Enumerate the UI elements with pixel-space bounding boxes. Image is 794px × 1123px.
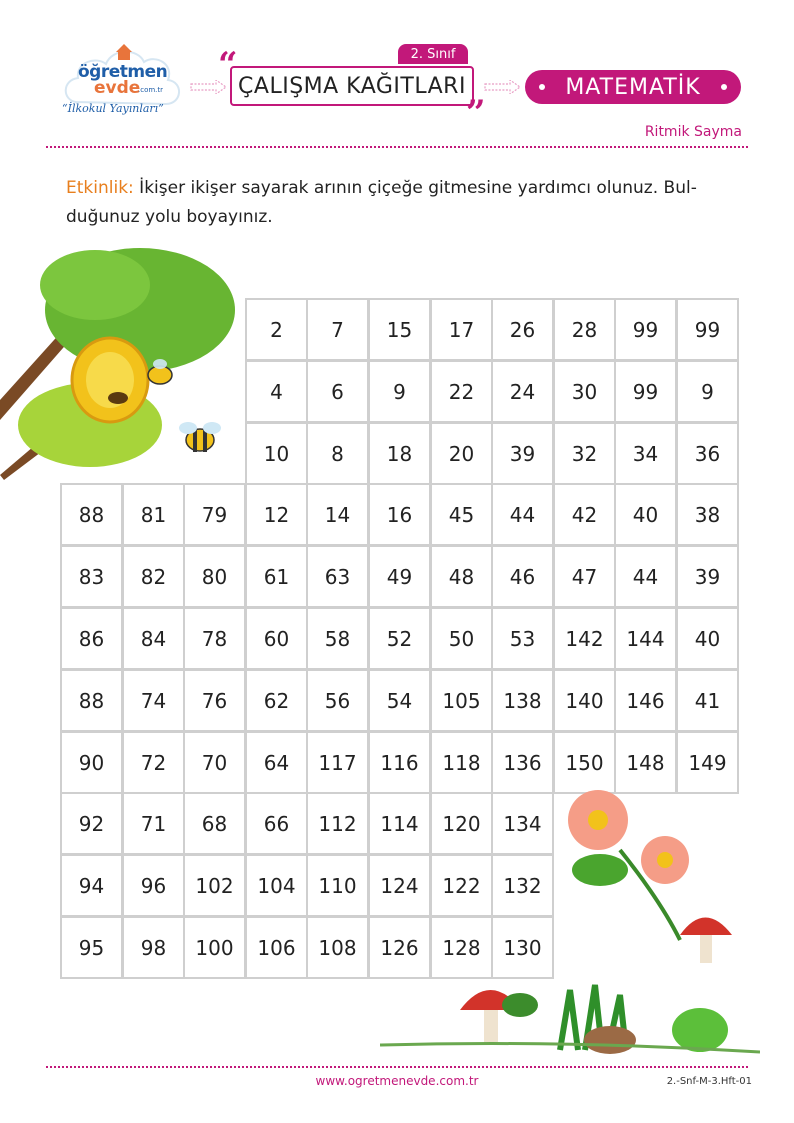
grid-cell[interactable]: 17 [430,298,493,361]
bullet-icon [539,84,545,90]
grid-cell[interactable]: 140 [553,669,616,732]
grid-cell[interactable]: 50 [430,607,493,670]
instruction [66,174,726,232]
subject-label: MATEMATİK [565,74,701,100]
footer-divider [46,1066,748,1068]
grid-cell[interactable]: 99 [614,298,677,361]
grid-cell[interactable]: 40 [676,607,739,670]
grid-cell[interactable]: 41 [676,669,739,732]
header-divider [46,146,748,148]
grid-cell[interactable]: 149 [676,731,739,794]
grid-cell[interactable]: 7 [306,298,369,361]
grid-cell[interactable]: 72 [122,731,185,794]
grid-cell[interactable]: 99 [614,360,677,423]
instruction-label: Etkinlik: [66,178,134,198]
footer-url[interactable]: www.ogretmenevde.com.tr [315,1074,479,1088]
grid-cell[interactable]: 136 [491,731,554,794]
grid-cell[interactable]: 88 [60,483,123,546]
grid-cell[interactable]: 86 [60,607,123,670]
grid-cell[interactable]: 90 [60,731,123,794]
grid-cell[interactable]: 83 [60,545,123,608]
grid-cell[interactable]: 10 [245,422,308,485]
grid-cell[interactable]: 80 [183,545,246,608]
grid-cell[interactable]: 128 [430,916,493,979]
grid-cell[interactable]: 46 [491,545,554,608]
grid-cell[interactable]: 70 [183,731,246,794]
grid-cell[interactable]: 99 [676,298,739,361]
grid-cell[interactable]: 9 [676,360,739,423]
grid-cell[interactable]: 32 [553,422,616,485]
grid-cell[interactable]: 6 [306,360,369,423]
grid-cell[interactable]: 122 [430,854,493,917]
publisher-logo [58,40,188,130]
subject-pill [525,70,741,104]
grid-cell[interactable]: 26 [491,298,554,361]
grid-cell[interactable]: 62 [245,669,308,732]
grid-cell[interactable]: 16 [368,483,431,546]
flowers-mushrooms-illustration [380,790,760,1060]
grid-cell[interactable]: 134 [491,792,554,855]
grid-cell[interactable]: 95 [60,916,123,979]
grade-badge: 2. Sınıf [398,44,468,64]
grid-cell[interactable]: 96 [122,854,185,917]
grid-cell[interactable]: 64 [245,731,308,794]
grid-cell[interactable]: 39 [676,545,739,608]
grid-cell[interactable]: 61 [245,545,308,608]
grid-cell[interactable]: 38 [676,483,739,546]
grid-cell[interactable]: 94 [60,854,123,917]
grid-cell[interactable]: 105 [430,669,493,732]
grid-cell[interactable]: 42 [553,483,616,546]
quote-open-icon: “ [218,45,238,85]
grid-cell[interactable]: 78 [183,607,246,670]
logo-tagline: “İlkokul Yayınları” [62,102,164,115]
grid-cell[interactable]: 68 [183,792,246,855]
grid-cell[interactable]: 2 [245,298,308,361]
flower-icon [641,836,689,884]
grid-cell[interactable]: 44 [491,483,554,546]
grid-cell[interactable]: 84 [122,607,185,670]
grid-cell[interactable]: 53 [491,607,554,670]
grid-cell[interactable]: 60 [245,607,308,670]
grid-cell[interactable]: 58 [306,607,369,670]
grid-cell[interactable]: 39 [491,422,554,485]
grid-cell[interactable]: 100 [183,916,246,979]
logo-text-bottom: evde [94,78,141,98]
grid-cell[interactable]: 30 [553,360,616,423]
grid-cell[interactable]: 74 [122,669,185,732]
bee-icon [179,422,221,452]
subtopic: Ritmik Sayma [644,124,742,140]
grid-cell[interactable]: 8 [306,422,369,485]
flower-icon [568,790,628,850]
grid-cell[interactable]: 148 [614,731,677,794]
grid-cell[interactable]: 81 [122,483,185,546]
grid-cell[interactable]: 71 [122,792,185,855]
grid-cell[interactable]: 20 [430,422,493,485]
grid-cell[interactable]: 45 [430,483,493,546]
grid-cell[interactable]: 120 [430,792,493,855]
grid-cell[interactable]: 124 [368,854,431,917]
quote-close-icon: ” [466,93,486,133]
grid-cell[interactable]: 79 [183,483,246,546]
grid-cell[interactable]: 112 [306,792,369,855]
logo-text-top: öğretmen [78,62,168,82]
grid-cell[interactable]: 110 [306,854,369,917]
grid-cell[interactable]: 54 [368,669,431,732]
grid-cell[interactable]: 47 [553,545,616,608]
grid-cell[interactable]: 12 [245,483,308,546]
grid-cell[interactable]: 118 [430,731,493,794]
grid-cell[interactable]: 116 [368,731,431,794]
grid-cell[interactable]: 88 [60,669,123,732]
grid-cell[interactable]: 98 [122,916,185,979]
grid-cell[interactable]: 36 [676,422,739,485]
grid-cell[interactable]: 66 [245,792,308,855]
tree-beehive-illustration [0,240,244,480]
grid-cell[interactable]: 126 [368,916,431,979]
grid-cell[interactable]: 114 [368,792,431,855]
grid-cell[interactable]: 14 [306,483,369,546]
logo-domain: .com.tr [138,86,164,94]
grid-cell[interactable]: 44 [614,545,677,608]
grid-cell[interactable]: 63 [306,545,369,608]
grid-cell[interactable]: 22 [430,360,493,423]
grid-cell[interactable]: 40 [614,483,677,546]
grid-cell[interactable]: 130 [491,916,554,979]
grid-cell[interactable]: 108 [306,916,369,979]
grid-cell[interactable]: 142 [553,607,616,670]
grid-cell[interactable]: 15 [368,298,431,361]
grid-cell[interactable]: 56 [306,669,369,732]
grid-cell[interactable]: 106 [245,916,308,979]
grid-cell[interactable]: 24 [491,360,554,423]
grid-cell[interactable]: 102 [183,854,246,917]
grid-cell[interactable]: 144 [614,607,677,670]
document-code: 2.-Snf-M-3.Hft-01 [666,1076,752,1087]
grid-cell[interactable]: 4 [245,360,308,423]
grid-cell[interactable]: 52 [368,607,431,670]
grid-cell[interactable]: 92 [60,792,123,855]
instruction-text: İkişer ikişer sayarak arının çiçeğe gitmesine yardımcı olunuz. Bul-duğunuz yolu boyayınız. [66,178,697,227]
grid-cell[interactable]: 49 [368,545,431,608]
grid-cell[interactable]: 18 [368,422,431,485]
grid-cell[interactable]: 76 [183,669,246,732]
grid-cell[interactable]: 117 [306,731,369,794]
grid-cell[interactable]: 132 [491,854,554,917]
grid-cell[interactable]: 9 [368,360,431,423]
grid-cell[interactable]: 28 [553,298,616,361]
grid-cell[interactable]: 48 [430,545,493,608]
bullet-icon [721,84,727,90]
grid-cell[interactable]: 82 [122,545,185,608]
grid-cell[interactable]: 34 [614,422,677,485]
grid-cell[interactable]: 146 [614,669,677,732]
grid-cell[interactable]: 138 [491,669,554,732]
grid-cell[interactable]: 104 [245,854,308,917]
mushroom-icon [680,918,732,964]
worksheet-title: ÇALIŞMA KAĞITLARI [230,66,474,106]
arrow-right-icon [484,80,522,94]
grid-cell[interactable]: 150 [553,731,616,794]
